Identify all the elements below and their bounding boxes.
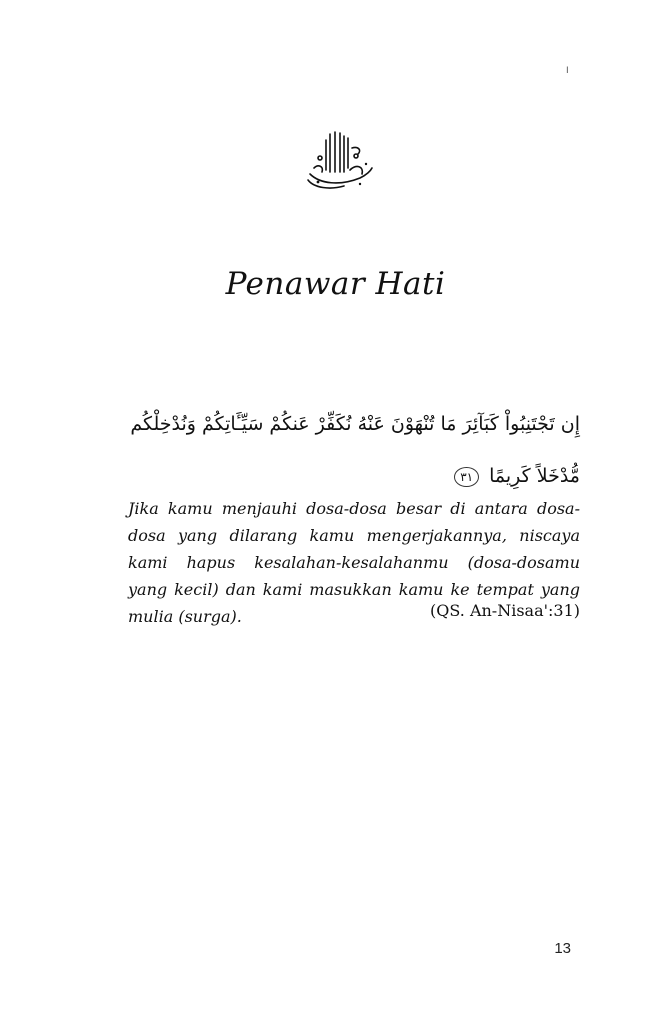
verse-arabic-line-1: إِن تَجْتَنِبُواْ كَبَآئِرَ مَا تُنْهَوْنَ عَنْهُ نُكَفِّرْ عَنكُمْ سَيِّـَٔاتِكُمْ وَنُدْخِلْكُم (130, 413, 580, 435)
verse-reference: (QS. An-Nisaa':31) (430, 601, 580, 620)
ayah-number-marker: ٣١ (454, 467, 479, 487)
page-number: 13 (554, 940, 571, 957)
corner-mark: I (566, 66, 569, 76)
basmala-calligraphy (300, 128, 378, 192)
verse-arabic-line-2-text: مُّدْخَلاً كَرِيمًا (489, 465, 580, 487)
verse-translation: Jika kamu menjauhi dosa-dosa besar di antara dosa-dosa yang dilarang kamu mengerjakannya, niscaya kami hapus kesalahan-kesalahanmu (dosa-dosamu yang kecil) dan kami masukkan kamu ke tempat yang mulia (surga). (128, 499, 580, 626)
page-title: Penawar Hati (225, 266, 446, 302)
verse-arabic (128, 398, 580, 502)
